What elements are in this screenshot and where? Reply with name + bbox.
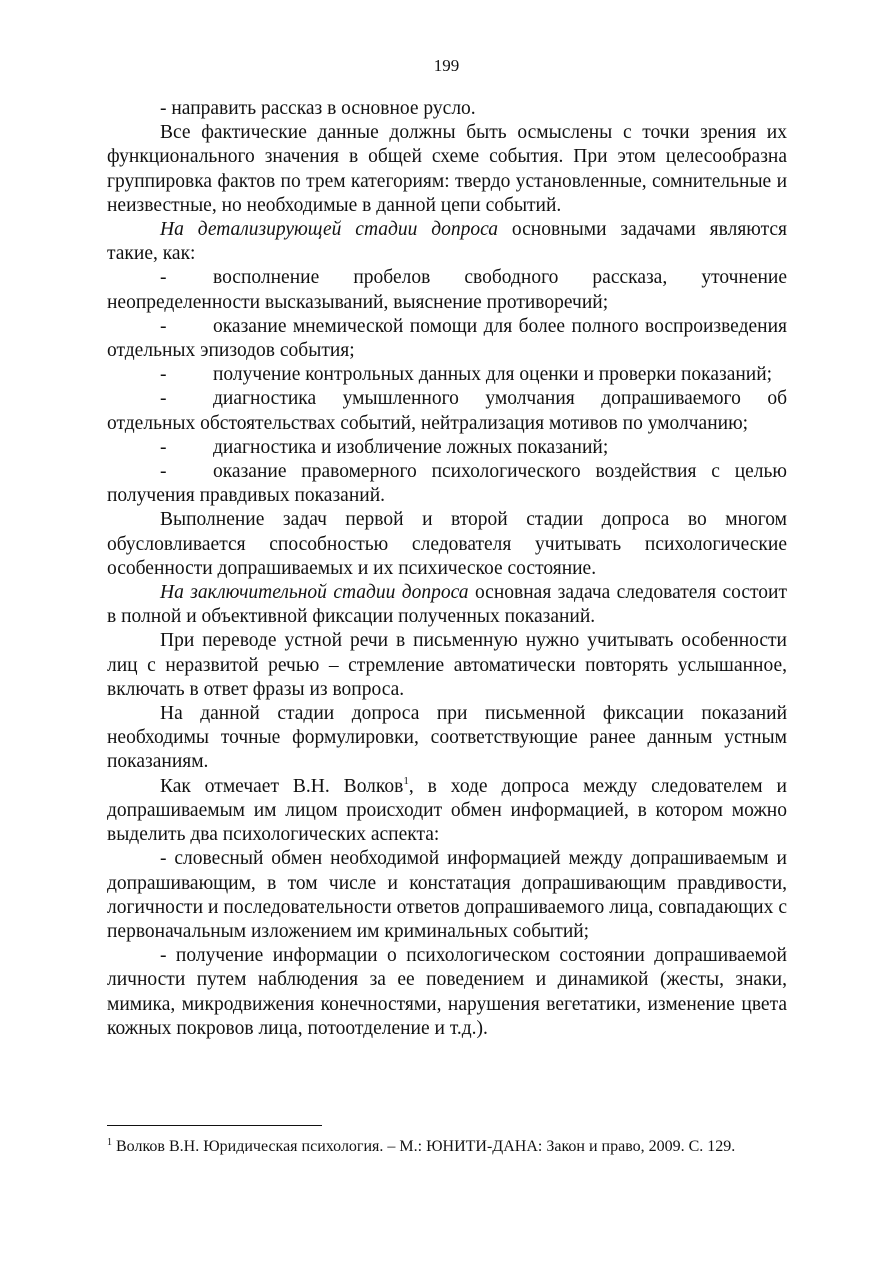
list-item-text: восполнение пробелов свободного рассказа, уточнение неопределенности высказываний, выяснение противоречий;: [107, 267, 787, 313]
footnote-separator: [107, 1125, 322, 1126]
paragraph: - получение информации о психологическом состоянии допрашиваемой личности путем наблюдения за ее поведением и динамикой (жесты, знаки, мимика, микродвижения конечностями, нарушения вегетатики, изменение цвета кожных покровов лица, потоотделение и т.д.).: [107, 945, 787, 1039]
italic-stage-heading: На детализирующей стадии допроса: [160, 219, 499, 241]
paragraph: При переводе устной речи в письменную нужно учитывать особенности лиц с неразвитой речью – стремление автоматически повторять услышанное, включать в ответ фразы из вопроса.: [107, 630, 787, 700]
list-item-text: диагностика и изобличение ложных показаний;: [213, 436, 609, 458]
paragraph-text: основными задачами являются такие, как:: [107, 219, 787, 265]
list-item-text: диагностика умышленного умолчания допрашиваемого об отдельных обстоятельствах событий, нейтрализация мотивов по умолчанию;: [107, 388, 787, 434]
list-item-text: получение контрольных данных для оценки и проверки показаний;: [213, 364, 773, 386]
list-dash: -: [160, 436, 167, 458]
list-item: [107, 363, 787, 387]
paragraph: Все фактические данные должны быть осмыслены с точки зрения их функционального значения в общей схеме события. При этом целесообразна группировка фактов по трем категориям: твердо установленные, сомнительные и неизвестные, но необходимые в данной цепи событий.: [107, 122, 787, 216]
list-item-text: оказание мнемической помощи для более полного воспроизведения отдельных эпизодов события;: [107, 315, 787, 362]
paragraph: [107, 218, 787, 266]
list-dash: -: [160, 364, 167, 386]
list-item-text: оказание правомерного психологического воздействия с целью получения правдивых показаний.: [107, 461, 787, 507]
list-dash: -: [160, 267, 167, 289]
footnote-text: Волков В.Н. Юридическая психология. – М.: ЮНИТИ-ДАНА: Закон и право, 2009. С. 129.: [112, 1138, 736, 1155]
paragraph-text: Как отмечает В.Н. Волков: [160, 775, 404, 797]
paragraph: Выполнение задач первой и второй стадии допроса во многом обусловливается способностью следователя учитывать психологические особенности допрашиваемых и их психическое состояние.: [107, 509, 787, 579]
list-dash: -: [160, 315, 167, 337]
list-item: [107, 315, 787, 363]
paragraph: - словесный обмен необходимой информацией между допрашиваемым и допрашивающим, в том числе и констатация допрашивающим правдивости, логичности и последовательности ответов допрашиваемого лица, совпадающих с первоначальным изложением им криминальных событий;: [107, 848, 787, 942]
list-item: [107, 387, 787, 435]
paragraph-text: основная задача следователя состоит в полной и объективной фиксации полученных показаний.: [107, 582, 787, 628]
list-item: [107, 460, 787, 508]
paragraph: [107, 775, 787, 848]
paragraph: На данной стадии допроса при письменной фиксации показаний необходимы точные формулировки, соответствующие ранее данным устным показаниям.: [107, 703, 787, 773]
italic-stage-heading: На заключительной стадии допроса: [160, 582, 469, 604]
list-item: [107, 436, 787, 460]
footnote-reference[interactable]: 1: [403, 774, 409, 787]
list-dash: -: [160, 388, 167, 410]
body-text: [107, 97, 787, 1041]
list-dash: -: [160, 461, 167, 483]
page-number: 199: [433, 56, 460, 75]
paragraph: - направить рассказ в основное русло.: [160, 98, 476, 119]
list-item: [107, 266, 787, 314]
paragraph-text: , в ходе допроса между следователем и допрашиваемым им лицом происходит обмен информацией, в котором можно выделить два психологических аспекта:: [107, 775, 787, 846]
footnote-mark: 1: [107, 1137, 112, 1148]
footnote: [107, 1136, 787, 1157]
paragraph: [107, 581, 787, 629]
